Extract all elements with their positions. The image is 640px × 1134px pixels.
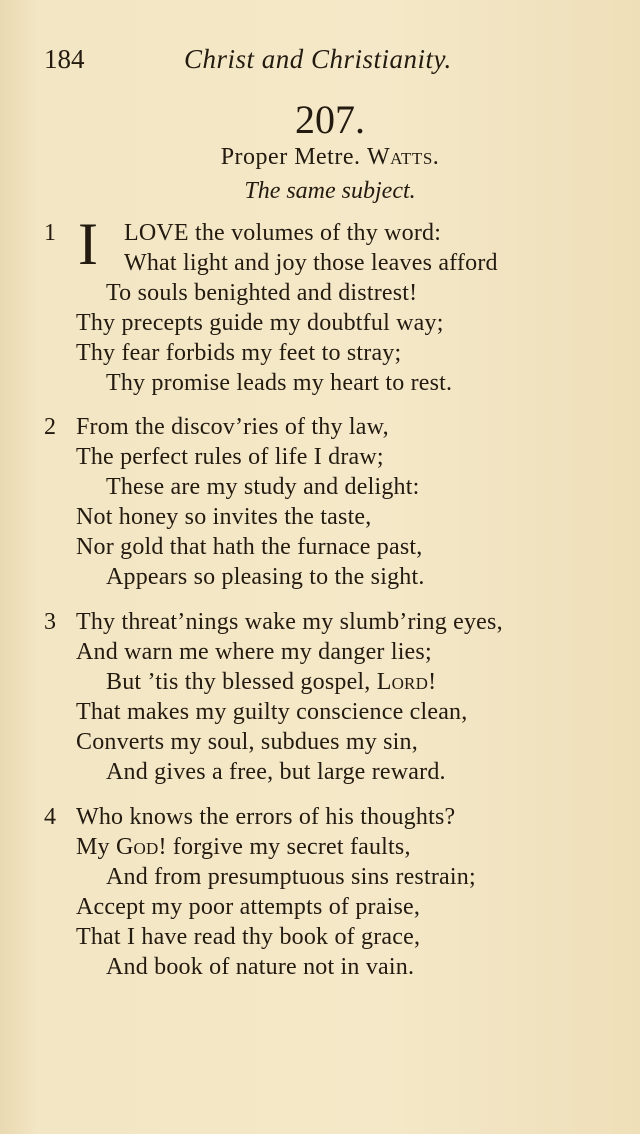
verse-line: And book of nature not in vain. [106, 954, 415, 980]
hymn-subject: The same subject. [244, 178, 416, 204]
verse-line [76, 834, 411, 861]
verse-line: These are my study and delight: [106, 474, 420, 500]
verse-text: But ’tis thy blessed gospel, [106, 669, 377, 695]
page-number: 184 [44, 44, 85, 74]
hymn-meter: Proper Metre. [220, 144, 361, 170]
running-title: Christ and Christianity. [184, 44, 452, 74]
verse-line: That I have read thy book of grace, [76, 924, 421, 950]
god-word: God [115, 834, 159, 860]
verse-line [106, 669, 436, 696]
verse-line: Not honey so invites the taste, [76, 504, 372, 530]
verse-line: And from presumptuous sins restrain; [106, 864, 476, 890]
drop-cap: I [78, 211, 98, 277]
verse-text: My [76, 834, 116, 860]
verse-line: Accept my poor attempts of praise, [76, 894, 421, 920]
verse-line: That makes my guilty conscience clean, [76, 699, 468, 725]
verse-line: Converts my soul, subdues my sin, [76, 729, 418, 755]
verse-line: From the discov’ries of thy law, [76, 414, 389, 440]
verse-line: Thy threat’nings wake my slumb’ring eyes, [76, 609, 503, 635]
verse-line: Thy precepts guide my doubtful way; [76, 310, 444, 336]
verse-line: Thy fear forbids my feet to stray; [76, 340, 402, 366]
verse-line: The perfect rules of life I draw; [76, 444, 384, 470]
hymn-author: Watts. [367, 144, 440, 170]
verse-line: Who knows the errors of his thoughts? [76, 804, 456, 830]
verse-line: And warn me where my danger lies; [76, 639, 432, 665]
hymn-number: 207. [295, 97, 365, 142]
meter-line [0, 144, 640, 171]
verse-line: What light and joy those leaves afford [124, 250, 498, 276]
verse-line: Appears so pleasing to the sight. [106, 564, 425, 590]
stanza-number: 4 [44, 804, 56, 830]
stanza-number: 2 [44, 414, 56, 440]
verse-text: ! forgive my secret faults, [158, 834, 411, 860]
stanza-number: 1 [44, 220, 56, 246]
verse-line: To souls benighted and distrest! [106, 280, 418, 306]
verse-line: LOVE the volumes of thy word: [124, 220, 442, 246]
verse-text: ! [428, 669, 437, 695]
lord-word: Lord [376, 669, 429, 695]
verse-line: Nor gold that hath the furnace past, [76, 534, 423, 560]
running-head [44, 44, 600, 80]
stanza-number: 3 [44, 609, 56, 635]
verse-line: And gives a free, but large reward. [106, 759, 446, 785]
verse-line: Thy promise leads my heart to rest. [106, 370, 453, 396]
